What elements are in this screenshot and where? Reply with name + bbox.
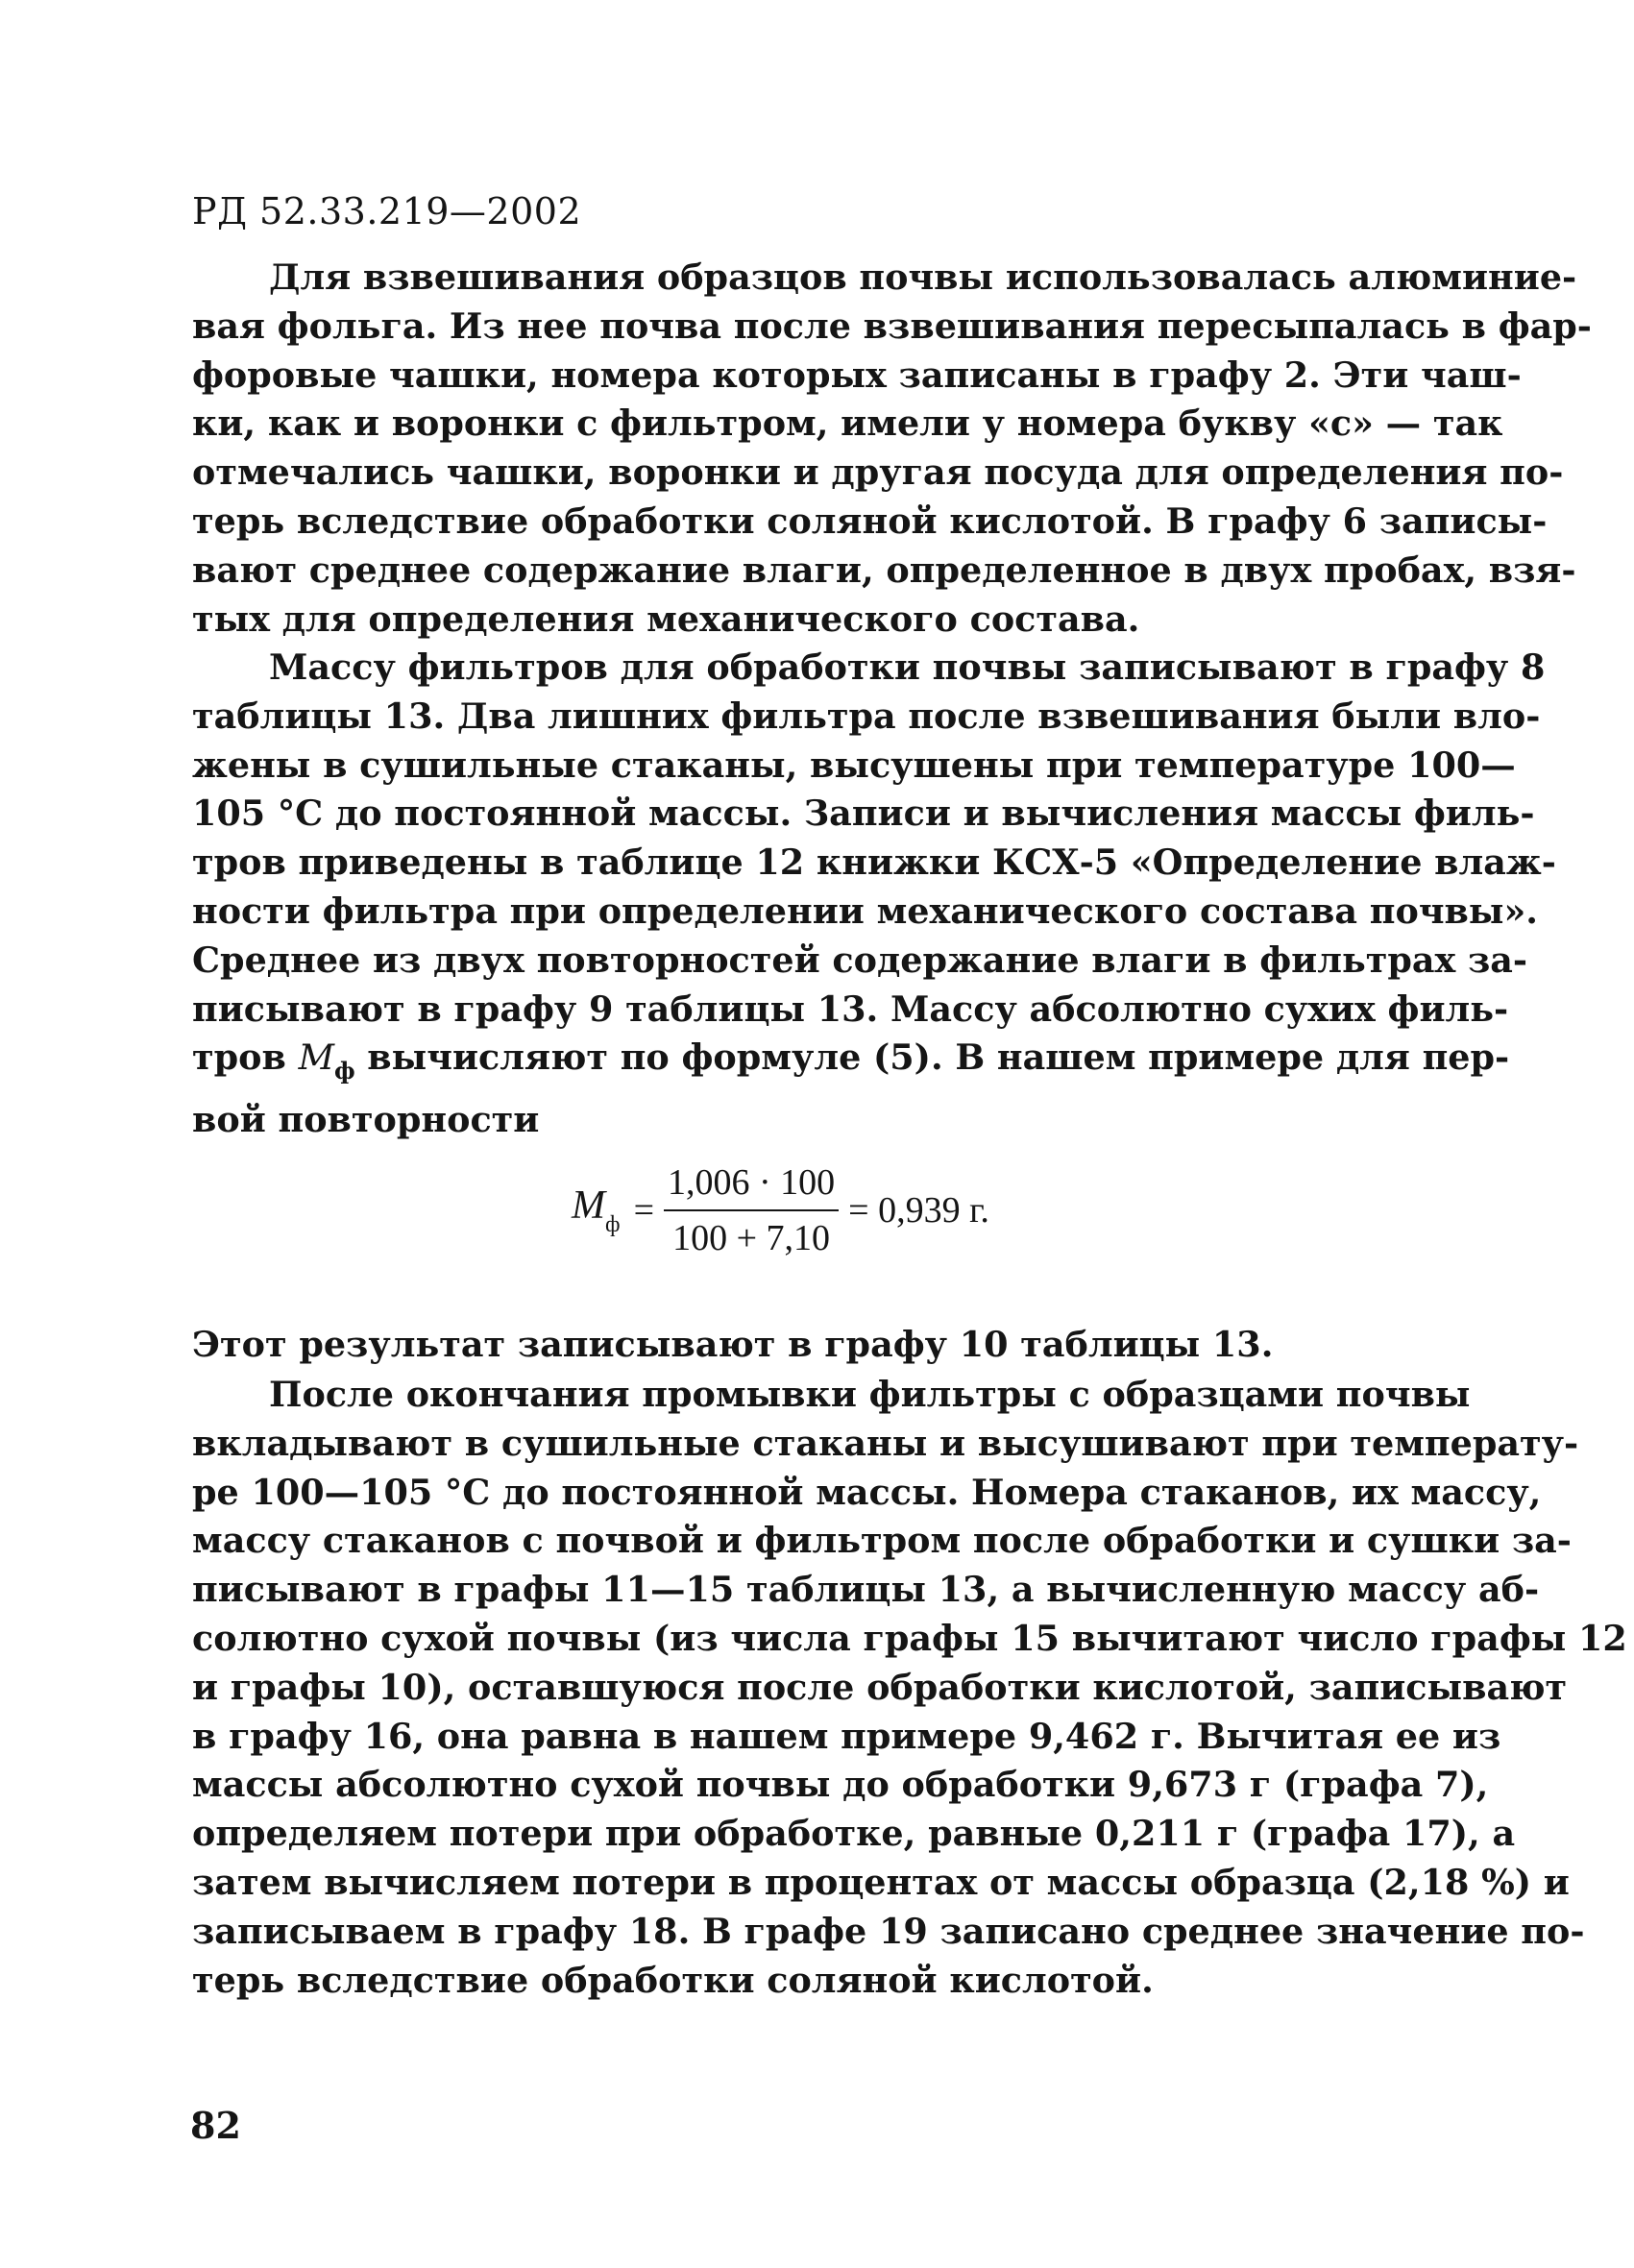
text-line: тых для определения механического состава.	[192, 597, 1140, 640]
math-variable: M	[298, 1036, 334, 1079]
text-line: солютно сухой почвы (из числа графы 15 вычитают число графы 12	[192, 1617, 1627, 1659]
paragraph-foil-weighing	[192, 254, 1592, 644]
formula-result: = 0,939 г.	[848, 1190, 989, 1231]
text-line: Для взвешивания образцов почвы использовалась алюминие-	[269, 256, 1577, 298]
formula-filter-mass	[572, 1153, 989, 1268]
text-line: форовые чашки, номера которых записаны в графу 2. Эти чаш-	[192, 354, 1522, 396]
page-number: 82	[190, 2104, 241, 2147]
text-line-with-variable	[192, 1034, 1510, 1096]
text-line: и графы 10), оставшуюся после обработки кислотой, записывают	[192, 1666, 1568, 1708]
text-fragment: тров	[192, 1036, 299, 1079]
text-fragment: вычисляют по формуле (5). В нашем примере для пер-	[354, 1036, 1510, 1079]
fraction-numerator: 1,006 · 100	[664, 1161, 839, 1211]
paragraph-washing-losses	[192, 1371, 1627, 2005]
text-line: ности фильтра при определении механического состава почвы».	[192, 890, 1539, 932]
formula-fraction	[664, 1161, 839, 1259]
math-subscript: ф	[333, 1057, 355, 1085]
text-line: писывают в графы 11—15 таблицы 13, а вычисленную массу аб-	[192, 1569, 1540, 1611]
paragraph-filter-mass	[192, 644, 1556, 1145]
text-line: Этот результат записывают в графу 10 таблицы 13.	[192, 1324, 1274, 1365]
text-line: отмечались чашки, воронки и другая посуда для определения по-	[192, 451, 1564, 494]
text-line: таблицы 13. Два лишних фильтра после взвешивания были вло-	[192, 695, 1541, 737]
equals-sign: =	[633, 1190, 654, 1231]
text-line: в графу 16, она равна в нашем примере 9,462 г. Вычитая ее из	[192, 1715, 1501, 1757]
text-line: терь вследствие обработки соляной кислотой. В графу 6 записы-	[192, 500, 1548, 542]
text-line: тров приведены в таблице 12 книжки КСХ-5 «Определение влаж-	[192, 841, 1556, 884]
text-line: Массу фильтров для обработки почвы записывают в графу 8	[269, 646, 1546, 688]
text-line: записываем в графу 18. В графе 19 записано среднее значение по-	[192, 1910, 1585, 1952]
text-line: терь вследствие обработки соляной кислотой.	[192, 1959, 1154, 2001]
text-line: После окончания промывки фильтры с образцами почвы	[269, 1374, 1471, 1415]
paragraph-result-record	[192, 1321, 1447, 1370]
text-line: вают среднее содержание влаги, определенное в двух пробах, взя-	[192, 549, 1576, 591]
text-line: вой повторности	[192, 1099, 540, 1141]
fraction-denominator: 100 + 7,10	[672, 1218, 831, 1258]
document-code-header: РД 52.33.219—2002	[192, 190, 582, 232]
text-line: вкладывают в сушильные стаканы и высушивают при температу-	[192, 1422, 1579, 1464]
text-line: жены в сушильные стаканы, высушены при температуре 100—	[192, 744, 1516, 786]
text-line: массу стаканов с почвой и фильтром после обработки и сушки за-	[192, 1520, 1572, 1562]
text-line: Среднее из двух повторностей содержание влаги в фильтрах за-	[192, 939, 1528, 981]
text-line: определяем потери при обработке, равные 0,211 г (графа 17), а	[192, 1813, 1516, 1855]
text-line: писывают в графу 9 таблицы 13. Массу абсолютно сухих филь-	[192, 988, 1509, 1030]
text-line: затем вычисляем потери в процентах от массы образца (2,18 %) и	[192, 1861, 1570, 1903]
math-variable: M	[572, 1183, 605, 1228]
text-line: вая фольга. Из нее почва после взвешивания пересыпалась в фар-	[192, 305, 1592, 347]
text-line: 105 °С до постоянной массы. Записи и вычисления массы филь-	[192, 793, 1535, 835]
math-subscript: ф	[605, 1212, 621, 1237]
text-line: ре 100—105 °С до постоянной массы. Номера стаканов, их массу,	[192, 1471, 1542, 1513]
text-line: массы абсолютно сухой почвы до обработки 9,673 г (графа 7),	[192, 1764, 1489, 1806]
text-line: ки, как и воронки с фильтром, имели у номера букву «с» — так	[192, 402, 1503, 445]
formula-lhs	[572, 1183, 621, 1238]
